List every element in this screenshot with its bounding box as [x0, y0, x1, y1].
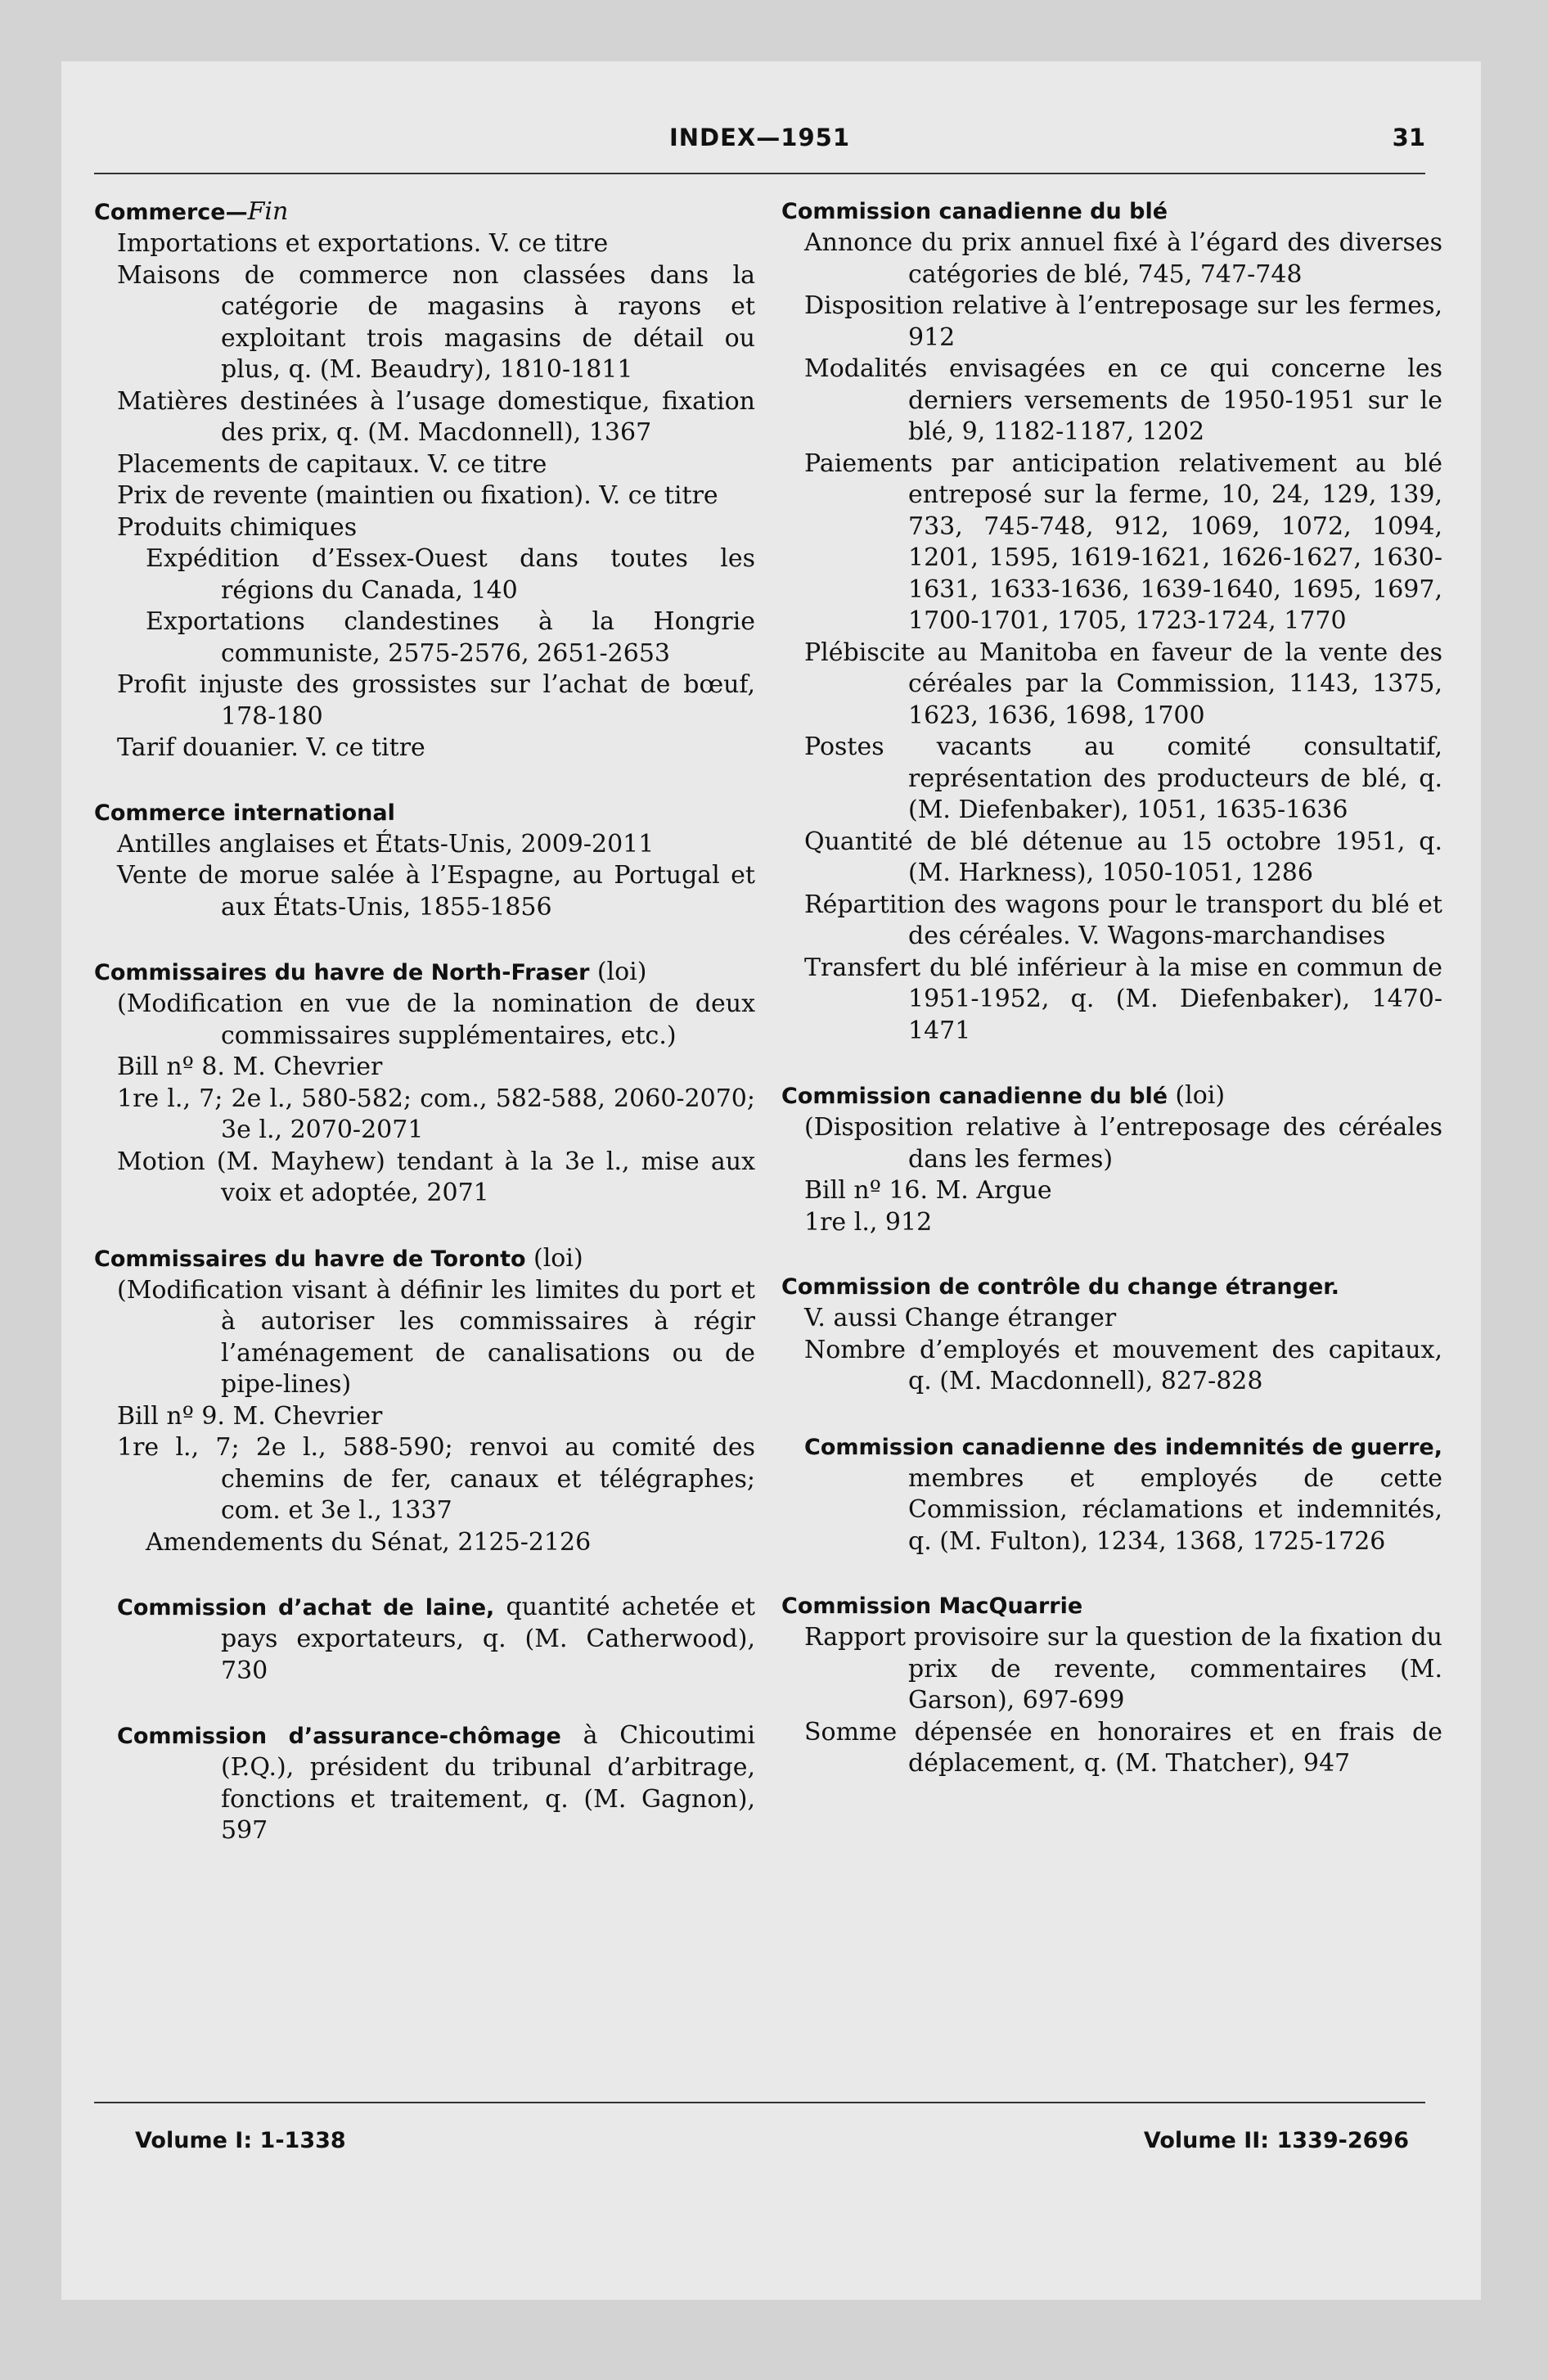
entry-heading: Commission canadienne du blé (loi)	[781, 1081, 1226, 1110]
entry-item: (Disposition relative à l’entreposage des céréales dans les fermes)	[804, 1113, 1442, 1174]
entry-item: 1re l., 7; 2e l., 588-590; renvoi au comité des chemins de fer, canaux et télégraphes; com. et 3e l., 1337	[117, 1433, 755, 1525]
entry-macquarrie	[781, 1591, 1442, 1780]
entry-heading: Commission MacQuarrie	[781, 1593, 1083, 1619]
entry-item: Nombre d’employés et mouvement des capitaux, q. (M. Macdonnell), 827-828	[804, 1335, 1442, 1395]
entry-indemnites	[781, 1431, 1442, 1558]
entry-commission-ble	[781, 196, 1442, 1047]
entry-laine	[94, 1592, 755, 1687]
entry-item: Disposition relative à l’entreposage sur les fermes, 912	[804, 291, 1442, 352]
entry-heading: Commission canadienne des indemnités de guerre, membres et employés de cette Commission, réclamations et indemnités, q. (M. Fulton), 1234, 1368, 1725-1726	[804, 1434, 1442, 1556]
entry-commerce	[94, 196, 755, 764]
entry-heading: Commerce—Fin	[94, 197, 289, 226]
entry-item: Transfert du blé inférieur à la mise en commun de 1951-1952, q. (M. Diefenbaker), 1470-1471	[804, 953, 1442, 1045]
entry-item: Somme dépensée en honoraires et en frais de déplacement, q. (M. Thatcher), 947	[804, 1717, 1442, 1778]
entry-item: Maisons de commerce non classées dans la catégorie de magasins à rayons et exploitant trois magasins de détail ou plus, q. (M. Beaudry), 1810-1811	[117, 260, 755, 384]
entry-item: 1re l., 7; 2e l., 580-582; com., 582-588, 2060-2070; 3e l., 2070-2071	[117, 1084, 755, 1144]
entry-heading: Commissaires du havre de Toronto (loi)	[94, 1243, 583, 1273]
entry-heading: Commission d’achat de laine, quantité achetée et pays exportateurs, q. (M. Catherwood), 730	[117, 1593, 755, 1685]
entry-item: Antilles anglaises et États-Unis, 2009-2011	[117, 829, 655, 859]
left-column	[94, 196, 755, 1881]
page-title: INDEX—1951	[668, 124, 850, 151]
entry-item: Prix de revente (maintien ou fixation). V. ce titre	[117, 481, 718, 510]
entry-heading: Commission de contrôle du change étranger.	[781, 1274, 1340, 1300]
entry-chomage	[94, 1720, 755, 1847]
page-header	[94, 110, 1425, 174]
entry-item: Tarif douanier. V. ce titre	[117, 733, 425, 762]
entry-item: Placements de capitaux. V. ce titre	[117, 449, 547, 479]
entry-item: Postes vacants au comité consultatif, représentation des producteurs de blé, q. (M. Diefenbaker), 1051, 1635-1636	[804, 732, 1442, 824]
entry-item: Profit injuste des grossistes sur l’achat de bœuf, 178-180	[117, 670, 755, 731]
entry-item: Quantité de blé détenue au 15 octobre 1951, q. (M. Harkness), 1050-1051, 1286	[804, 827, 1442, 887]
footer-volume-1: Volume I: 1-1338	[135, 2128, 346, 2153]
entry-item: Plébiscite au Manitoba en faveur de la vente des céréales par la Commission, 1143, 1375, 1623, 1636, 1698, 1700	[804, 638, 1442, 730]
entry-item: (Modification visant à définir les limites du port et à autoriser les commissaires à régir l’aménagement de canalisations ou de pipe-lines)	[117, 1275, 755, 1399]
entry-item: Modalités envisagées en ce qui concerne les derniers versements de 1950-1951 sur le blé, 9, 1182-1187, 1202	[804, 354, 1442, 446]
entry-heading: Commission d’assurance-chômage à Chicoutimi (P.Q.), président du tribunal d’arbitrage, fonctions et traitement, q. (M. Gagnon), 597	[117, 1721, 755, 1845]
entry-heading: Commissaires du havre de North-Fraser (loi)	[94, 958, 647, 986]
entry-item: Paiements par anticipation relativement au blé entreposé sur la ferme, 10, 24, 129, 139, 733, 745-748, 912, 1069, 1072, 1094, 1201, 1595, 1619-1621, 1626-1627, 1630-1631, 1633-1636, 1639-1640, 1695, 1697, 1700-1701, 1705, 1723-1724, 1770	[804, 449, 1442, 635]
right-column	[781, 196, 1442, 1814]
entry-toronto	[94, 1243, 755, 1559]
entry-heading: Commerce international	[94, 800, 395, 826]
entry-subitem: Amendements du Sénat, 2125-2126	[146, 1527, 592, 1557]
entry-subitem: Exportations clandestines à la Hongrie communiste, 2575-2576, 2651-2653	[146, 607, 755, 668]
entry-heading: Commission canadienne du blé	[781, 199, 1168, 224]
footer-rule	[94, 2102, 1425, 2103]
entry-item: Motion (M. Mayhew) tendant à la 3e l., mise aux voix et adoptée, 2071	[117, 1147, 755, 1207]
entry-item: Bill nº 8. M. Chevrier	[117, 1053, 383, 1081]
entry-item: Rapport provisoire sur la question de la fixation du prix de revente, commentaires (M. Garson), 697-699	[804, 1623, 1442, 1715]
entry-item: Annonce du prix annuel fixé à l’égard des diverses catégories de blé, 745, 747-748	[804, 228, 1442, 289]
entry-item: (Modification en vue de la nomination de deux commissaires supplémentaires, etc.)	[117, 989, 755, 1050]
entry-item: Bill nº 16. M. Argue	[804, 1176, 1052, 1205]
entry-commission-ble-loi	[781, 1080, 1442, 1238]
entry-change-etranger	[781, 1272, 1442, 1398]
entry-subitem: Expédition d’Essex-Ouest dans toutes les régions du Canada, 140	[146, 544, 755, 605]
entry-item: Répartition des wagons pour le transport du blé et des céréales. V. Wagons-marchandises	[804, 890, 1442, 950]
entry-item: Importations et exportations. V. ce titre	[117, 229, 609, 258]
footer-volume-2: Volume II: 1339-2696	[1143, 2128, 1409, 2153]
entry-item: 1re l., 912	[804, 1207, 933, 1237]
page-number: 31	[1392, 124, 1425, 151]
entry-item: Bill nº 9. M. Chevrier	[117, 1401, 383, 1431]
entry-item: Matières destinées à l’usage domestique, fixation des prix, q. (M. Macdonnell), 1367	[117, 386, 755, 447]
entry-item: Produits chimiques	[117, 512, 358, 542]
entry-commerce-international	[94, 798, 755, 924]
entry-item: V. aussi Change étranger	[804, 1304, 1117, 1332]
entry-item: Vente de morue salée à l’Espagne, au Portugal et aux États-Unis, 1855-1856	[117, 861, 755, 922]
entry-north-fraser	[94, 957, 755, 1210]
